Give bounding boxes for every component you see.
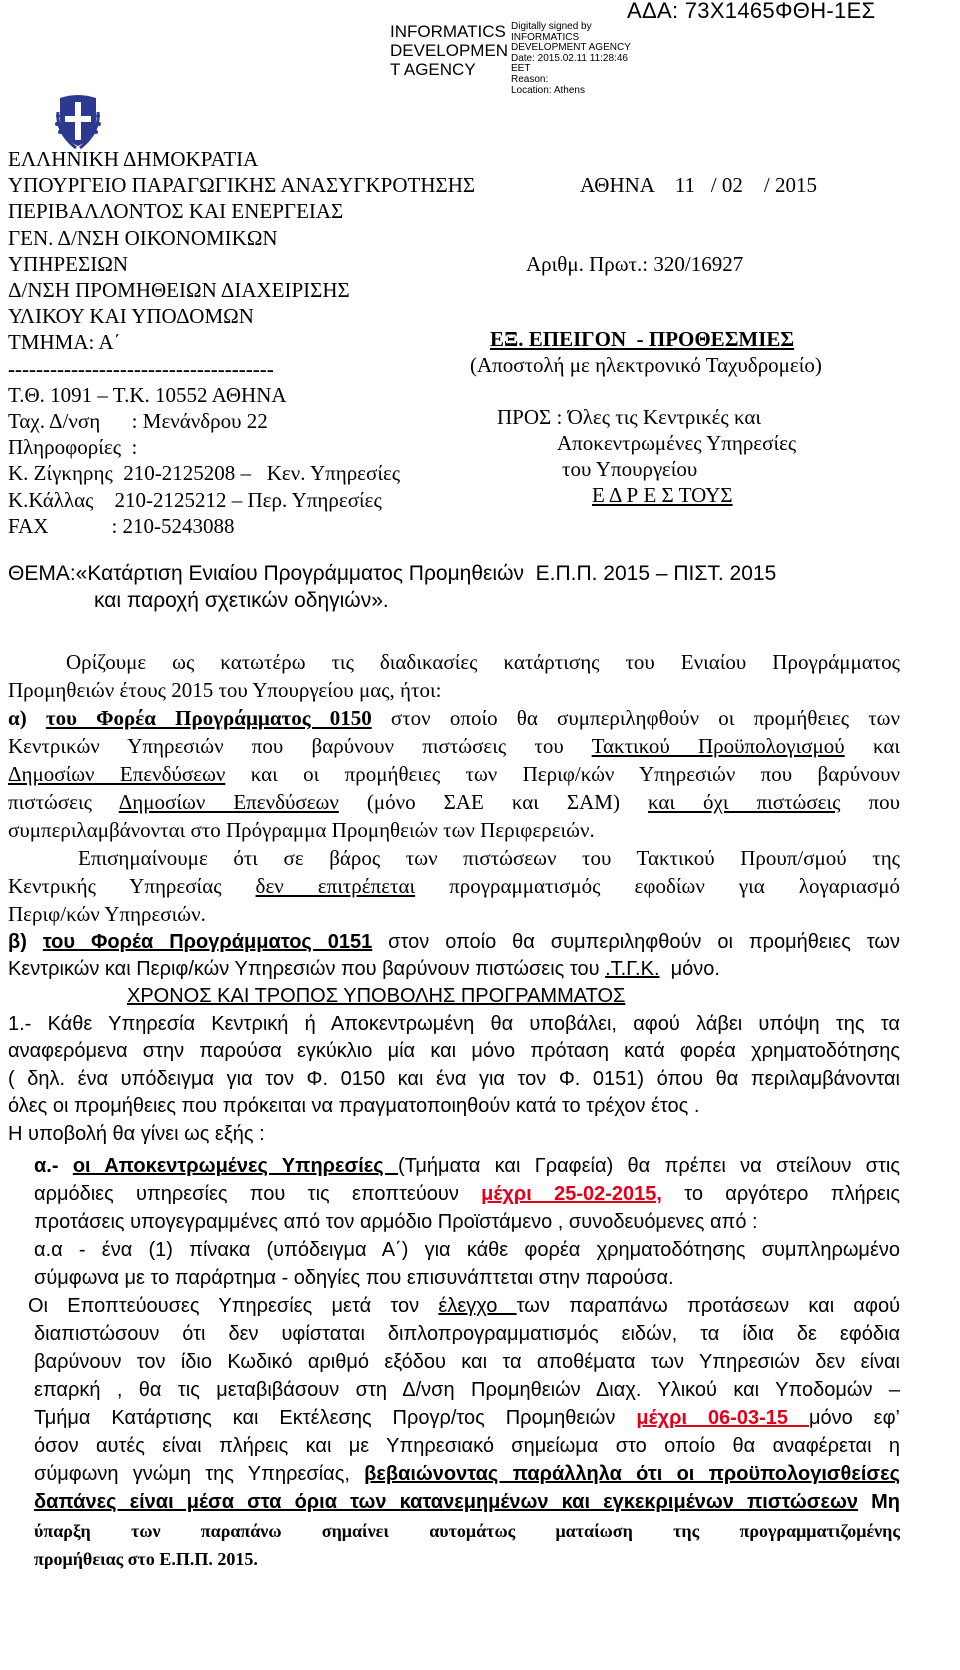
item-label: α) <box>8 706 27 730</box>
item-a-line: πιστώσεις Δημοσίων Επενδύσεων (μόνο ΣΑΕ και ΣΑΜ) και όχι πιστώσεις που <box>8 790 900 814</box>
sender-line: ΤΜΗΜΑ: Α΄ <box>8 330 121 355</box>
final-line: ύπαρξη των παραπάνω σημαίνει αυτομάτως ματαίωση της προγραμματιζομένης <box>34 1521 900 1541</box>
alpha-line: α.α - ένα (1) πίνακα (υπόδειγμα Α΄) για κάθε φορέα χρηματοδότησης συμπληρωμένο <box>34 1239 900 1261</box>
signature-detail-line: Location: Athens <box>511 84 585 96</box>
section-line: αναφερόμενα στην παρούσα εγκύκλιο μία και μόνο πρόταση κατά φορέα χρηματοδότησης <box>8 1040 900 1062</box>
item-label: β) <box>8 931 27 953</box>
supervising-line: βαρύνουν τον ίδιο Κωδικό αριθμό εξόδου και τα αποθέματα των Υπηρεσιών δεν είναι <box>34 1351 900 1373</box>
sender-block <box>8 146 475 539</box>
deadline-date: μέχρι 06-03-15 <box>636 1407 809 1429</box>
item-a-line: Δημοσίων Επενδύσεων και οι προμήθειες των Περιφ/κών Υπηρεσιών που βαρύνουν <box>8 762 900 786</box>
sender-line: ΓΕΝ. Δ/ΝΣΗ ΟΙΚΟΝΟΜΙΚΩΝ <box>8 225 278 250</box>
separator-line: -------------------------------------- <box>8 356 274 381</box>
note-line: Κεντρικής Υπηρεσίας δεν επιτρέπεται προγραμματισμός εφοδίων για λογαριασμό <box>8 874 900 898</box>
section-line: Η υποβολή θα γίνει ως εξής : <box>8 1123 265 1145</box>
supervising-line: σύμφωνη γνώμη της Υπηρεσίας, βεβαιώνοντας παράλληλα ότι οι προϋπολογισθείσες <box>34 1463 900 1485</box>
signature-detail-line: INFORMATICS <box>511 31 580 43</box>
note-line: Επισημαίνουμε ότι σε βάρος των πιστώσεων του Τακτικού Προυπ/σμού της <box>78 846 900 870</box>
sender-line: ΠΕΡΙΒΑΛΛΟΝΤΟΣ ΚΑΙ ΕΝΕΡΓΕΙΑΣ <box>8 199 344 224</box>
ada-code: ΑΔΑ: 73Χ1465ΦΘΗ-1ΕΣ <box>627 0 876 23</box>
sender-line: Κ. Ζίγκηρης 210-2125208 – Κεν. Υπηρεσίες <box>8 461 401 486</box>
final-line: προμήθειας στο Ε.Π.Π. 2015. <box>34 1549 258 1569</box>
urgent-label: ΕΞ. ΕΠΕΙΓΟΝ - ΠΡΟΘΕΣΜΙΕΣ <box>490 327 795 351</box>
sender-line: Πληροφορίες : <box>8 435 138 460</box>
subject <box>8 560 776 614</box>
recipient-line: του Υπουργείου <box>562 457 698 481</box>
greek-emblem-icon <box>54 92 102 150</box>
supervising-line: επαρκή , θα τις μεταβιβάσουν στη Δ/νση Προμηθειών Διαχ. Υλικού και Υποδομών – <box>34 1379 900 1401</box>
alpha-line: προτάσεις υπογεγραμμένες από τον αρμόδιο Προϊστάμενο , συνοδευόμενες από : <box>34 1211 758 1233</box>
section-title: ΧΡΟΝΟΣ ΚΑΙ ΤΡΟΠΟΣ ΥΠΟΒΟΛΗΣ ΠΡΟΓΡΑΜΜΑΤΟΣ <box>127 985 626 1007</box>
body-line: Προμηθειών έτους 2015 του Υπουργείου μας, ήτοι: <box>8 678 442 702</box>
subject-line: ΘΕΜΑ:«Κατάρτιση Ενιαίου Προγράμματος Προμηθειών Ε.Π.Π. 2015 – ΠΙΣΤ. 2015 <box>8 562 777 585</box>
signature-detail-line: DEVELOPMENT AGENCY <box>511 42 631 54</box>
signature-org <box>390 22 508 79</box>
body-line: Ορίζουμε ως κατωτέρω τις διαδικασίες κατάρτισης του Ενιαίου Προγράμματος <box>66 650 900 674</box>
supervising-line: διαπιστώσουν ότι δεν υφίσταται διπλοπρογραμματισμός ειδών, τα ίδια δε εφόδια <box>34 1323 900 1345</box>
sender-line: Δ/ΝΣΗ ΠΡΟΜΗΘΕΙΩΝ ΔΙΑΧΕΙΡΙΣΗΣ <box>8 278 350 303</box>
sender-line: ΥΛΙΚΟΥ ΚΑΙ ΥΠΟΔΟΜΩΝ <box>8 304 254 329</box>
alpha-line: αρμόδιες υπηρεσίες που τις εποπτεύουν μέχρι 25-02-2015, το αργότερο πλήρεις <box>34 1183 900 1205</box>
recipient-line: ΠΡΟΣ : Όλες τις Κεντρικές και <box>497 405 762 429</box>
fund-code: του Φορέα Προγράμματος 0150 <box>45 706 372 730</box>
signature-org-line: DEVELOPMEN <box>390 41 509 60</box>
item-a-line: α) του Φορέα Προγράμματος 0150 στον οποίο θα συμπεριληφθούν οι προμήθειες των <box>8 706 900 730</box>
signature-details <box>511 22 631 96</box>
deadline-date: μέχρι 25-02-2015, <box>481 1183 662 1205</box>
sender-line: ΥΠΗΡΕΣΙΩΝ <box>8 251 128 276</box>
email-note: (Αποστολή με ηλεκτρονικό Ταχυδρομείο) <box>470 353 822 377</box>
sender-line: ΕΛΛΗΝΙΚΗ ΔΗΜΟΚΡΑΤΙΑ <box>8 147 259 171</box>
document-date: ΑΘΗΝΑ 11 / 02 / 2015 <box>580 173 817 197</box>
supervising-line: όσον αυτές είναι πλήρεις και με Υπηρεσιακό σημείωμα στο οποίο θα αναφέρεται η <box>34 1435 900 1457</box>
recipient-line: Αποκεντρωμένες Υπηρεσίες <box>557 431 797 455</box>
supervising-line: Οι Εποπτεύουσες Υπηρεσίες μετά τον έλεγχο των παραπάνω προτάσεων και αφού <box>28 1295 900 1317</box>
protocol-number: Αριθμ. Πρωτ.: 320/16927 <box>526 252 744 276</box>
signature-detail-line: Reason: <box>511 73 549 85</box>
signature-org-line: INFORMATICS <box>390 22 506 41</box>
section-line: όλες οι προμήθειες που πρόκειται να πραγματοποιηθούν κατά το τρέχον έτος . <box>8 1095 700 1117</box>
section-line: 1.- Κάθε Υπηρεσία Κεντρική ή Αποκεντρωμένη θα υποβάλει, αφού λάβει υπόψη της τα <box>8 1013 900 1035</box>
supervising-line: Τμήμα Κατάρτισης και Εκτέλεσης Προγρ/τος Προμηθειών μέχρι 06-03-15 μόνο εφ’ <box>34 1407 900 1429</box>
signature-detail-line: EET <box>511 63 531 75</box>
recipient-line: Ε Δ Ρ Ε Σ ΤΟΥΣ <box>592 483 733 507</box>
item-b-line: Κεντρικών και Περιφ/κών Υπηρεσιών που βαρύνουν πιστώσεις του .Τ.Γ.Κ. μόνο. <box>8 958 720 980</box>
signature-detail-line: Date: 2015.02.11 11:28:46 <box>511 52 628 64</box>
note-line: Περιφ/κών Υπηρεσιών. <box>8 902 206 926</box>
fund-code: του Φορέα Προγράμματος 0151 <box>42 931 373 953</box>
alpha-line: σύμφωνα με το παράρτημα - οδηγίες που επισυνάπτεται στην παρούσα. <box>34 1267 674 1289</box>
sender-line: Τ.Θ. 1091 – Τ.Κ. 10552 ΑΘΗΝΑ <box>8 382 287 407</box>
signature-detail-line: Digitally signed by <box>511 21 592 32</box>
supervising-line: δαπάνες είναι μέσα στα όρια των κατανεμημένων και εγκεκριμένων πιστώσεων Μη <box>34 1491 900 1513</box>
sender-line: FAX : 210-5243088 <box>8 513 235 538</box>
alpha-line: α.- οι Αποκεντρωμένες Υπηρεσίες (Τμήματα και Γραφεία) θα πρέπει να στείλουν στις <box>34 1155 901 1177</box>
item-a-line: συμπεριλαμβάνονται στο Πρόγραμμα Προμηθειών των Περιφερειών. <box>8 818 595 842</box>
section-line: ( δηλ. ένα υπόδειγμα για τον Φ. 0150 και ένα για τον Φ. 0151) όπου θα περιλαμβάνονται <box>8 1068 900 1090</box>
sender-line: Ταχ. Δ/νση : Μενάνδρου 22 <box>8 409 268 434</box>
item-a-line: Κεντρικών Υπηρεσιών που βαρύνουν πιστώσεις του Τακτικού Προϋπολογισμού και <box>8 734 900 758</box>
signature-org-line: T AGENCY <box>390 60 476 79</box>
subject-line: και παροχή σχετικών οδηγιών». <box>94 589 389 612</box>
sender-line: ΥΠΟΥΡΓΕΙΟ ΠΑΡΑΓΩΓΙΚΗΣ ΑΝΑΣΥΓΚΡΟΤΗΣΗΣ <box>8 173 476 198</box>
item-b-line: β) του Φορέα Προγράμματος 0151 στον οποίο θα συμπεριληφθούν οι προμήθειες των <box>8 931 901 953</box>
sender-line: Κ.Κάλλας 210-2125212 – Περ. Υπηρεσίες <box>8 487 382 512</box>
